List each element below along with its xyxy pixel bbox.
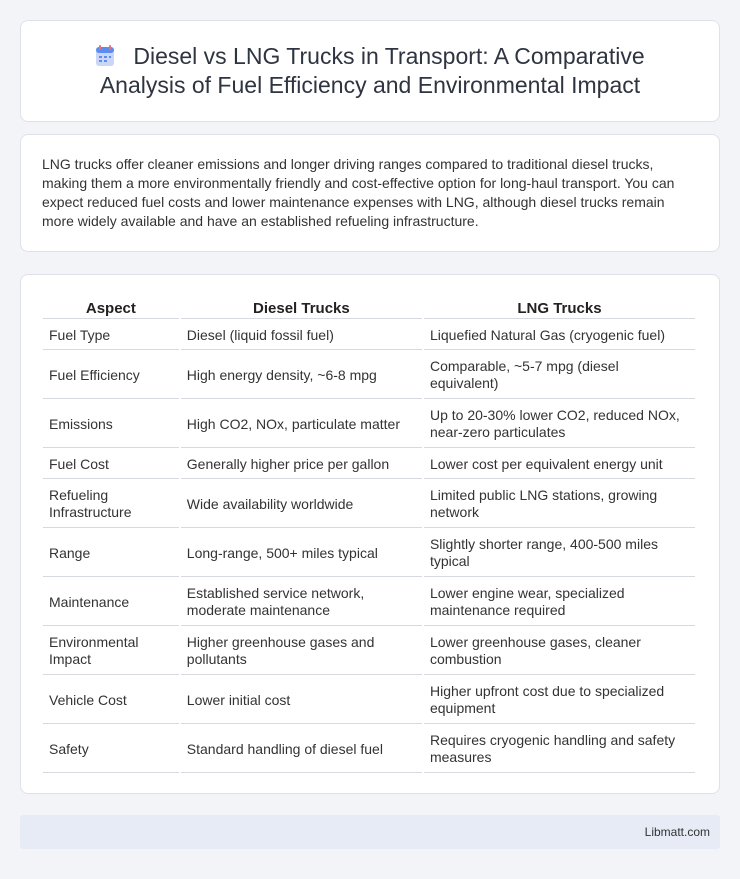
- cell-lng: Lower greenhouse gases, cleaner combustion: [424, 628, 695, 675]
- cell-diesel: Established service network, moderate maintenance: [181, 579, 422, 626]
- cell-aspect: Vehicle Cost: [43, 677, 179, 724]
- cell-diesel: Higher greenhouse gases and pollutants: [181, 628, 422, 675]
- table-row: [43, 352, 695, 399]
- page-title: [51, 42, 689, 100]
- cell-aspect: Range: [43, 530, 179, 577]
- cell-aspect: Emissions: [43, 401, 179, 448]
- table-row: [43, 579, 695, 626]
- cell-aspect: Safety: [43, 726, 179, 773]
- cell-diesel: High CO2, NOx, particulate matter: [181, 401, 422, 448]
- intro-paragraph: LNG trucks offer cleaner emissions and longer driving ranges compared to traditional diesel trucks, making them a more environmentally friendly and cost-effective option for long-haul transport. You can expect reduced fuel costs and lower maintenance expenses with LNG, although diesel trucks remain more widely available and have an established refueling infrastructure.: [42, 156, 675, 229]
- cell-diesel: Lower initial cost: [181, 677, 422, 724]
- table-row: [43, 450, 695, 479]
- header-diesel: Diesel Trucks: [181, 297, 422, 319]
- table-row: [43, 726, 695, 773]
- cell-lng: Lower cost per equivalent energy unit: [424, 450, 695, 479]
- cell-lng: Up to 20-30% lower CO2, reduced NOx, near-zero particulates: [424, 401, 695, 448]
- title-card: [20, 20, 720, 122]
- header-lng: LNG Trucks: [424, 297, 695, 319]
- header-aspect: Aspect: [43, 297, 179, 319]
- cell-lng: Requires cryogenic handling and safety measures: [424, 726, 695, 773]
- intro-card: [20, 134, 720, 252]
- cell-diesel: Diesel (liquid fossil fuel): [181, 321, 422, 350]
- comparison-table-card: [20, 274, 720, 794]
- cell-diesel: Long-range, 500+ miles typical: [181, 530, 422, 577]
- cell-diesel: Wide availability worldwide: [181, 481, 422, 528]
- table-row: [43, 628, 695, 675]
- cell-diesel: Standard handling of diesel fuel: [181, 726, 422, 773]
- cell-aspect: Maintenance: [43, 579, 179, 626]
- comparison-table: [41, 295, 697, 775]
- table-header-row: [43, 297, 695, 319]
- cell-lng: Liquefied Natural Gas (cryogenic fuel): [424, 321, 695, 350]
- table-row: [43, 321, 695, 350]
- cell-lng: Slightly shorter range, 400-500 miles typical: [424, 530, 695, 577]
- cell-lng: Comparable, ~5-7 mpg (diesel equivalent): [424, 352, 695, 399]
- cell-diesel: Generally higher price per gallon: [181, 450, 422, 479]
- table-row: [43, 530, 695, 577]
- cell-aspect: Fuel Cost: [43, 450, 179, 479]
- cell-aspect: Fuel Efficiency: [43, 352, 179, 399]
- cell-aspect: Fuel Type: [43, 321, 179, 350]
- footer-bar: [20, 815, 720, 849]
- table-row: [43, 401, 695, 448]
- cell-aspect: Environmental Impact: [43, 628, 179, 675]
- footer-brand-link[interactable]: Libmatt.com: [644, 825, 710, 839]
- table-row: [43, 481, 695, 528]
- cell-lng: Higher upfront cost due to specialized equipment: [424, 677, 695, 724]
- cell-aspect: Refueling Infrastructure: [43, 481, 179, 528]
- cell-lng: Limited public LNG stations, growing network: [424, 481, 695, 528]
- page-title-text: Diesel vs LNG Trucks in Transport: A Comparative Analysis of Fuel Efficiency and Environmental Impact: [99, 43, 645, 98]
- document-icon: [95, 45, 115, 67]
- cell-diesel: High energy density, ~6-8 mpg: [181, 352, 422, 399]
- cell-lng: Lower engine wear, specialized maintenance required: [424, 579, 695, 626]
- table-row: [43, 677, 695, 724]
